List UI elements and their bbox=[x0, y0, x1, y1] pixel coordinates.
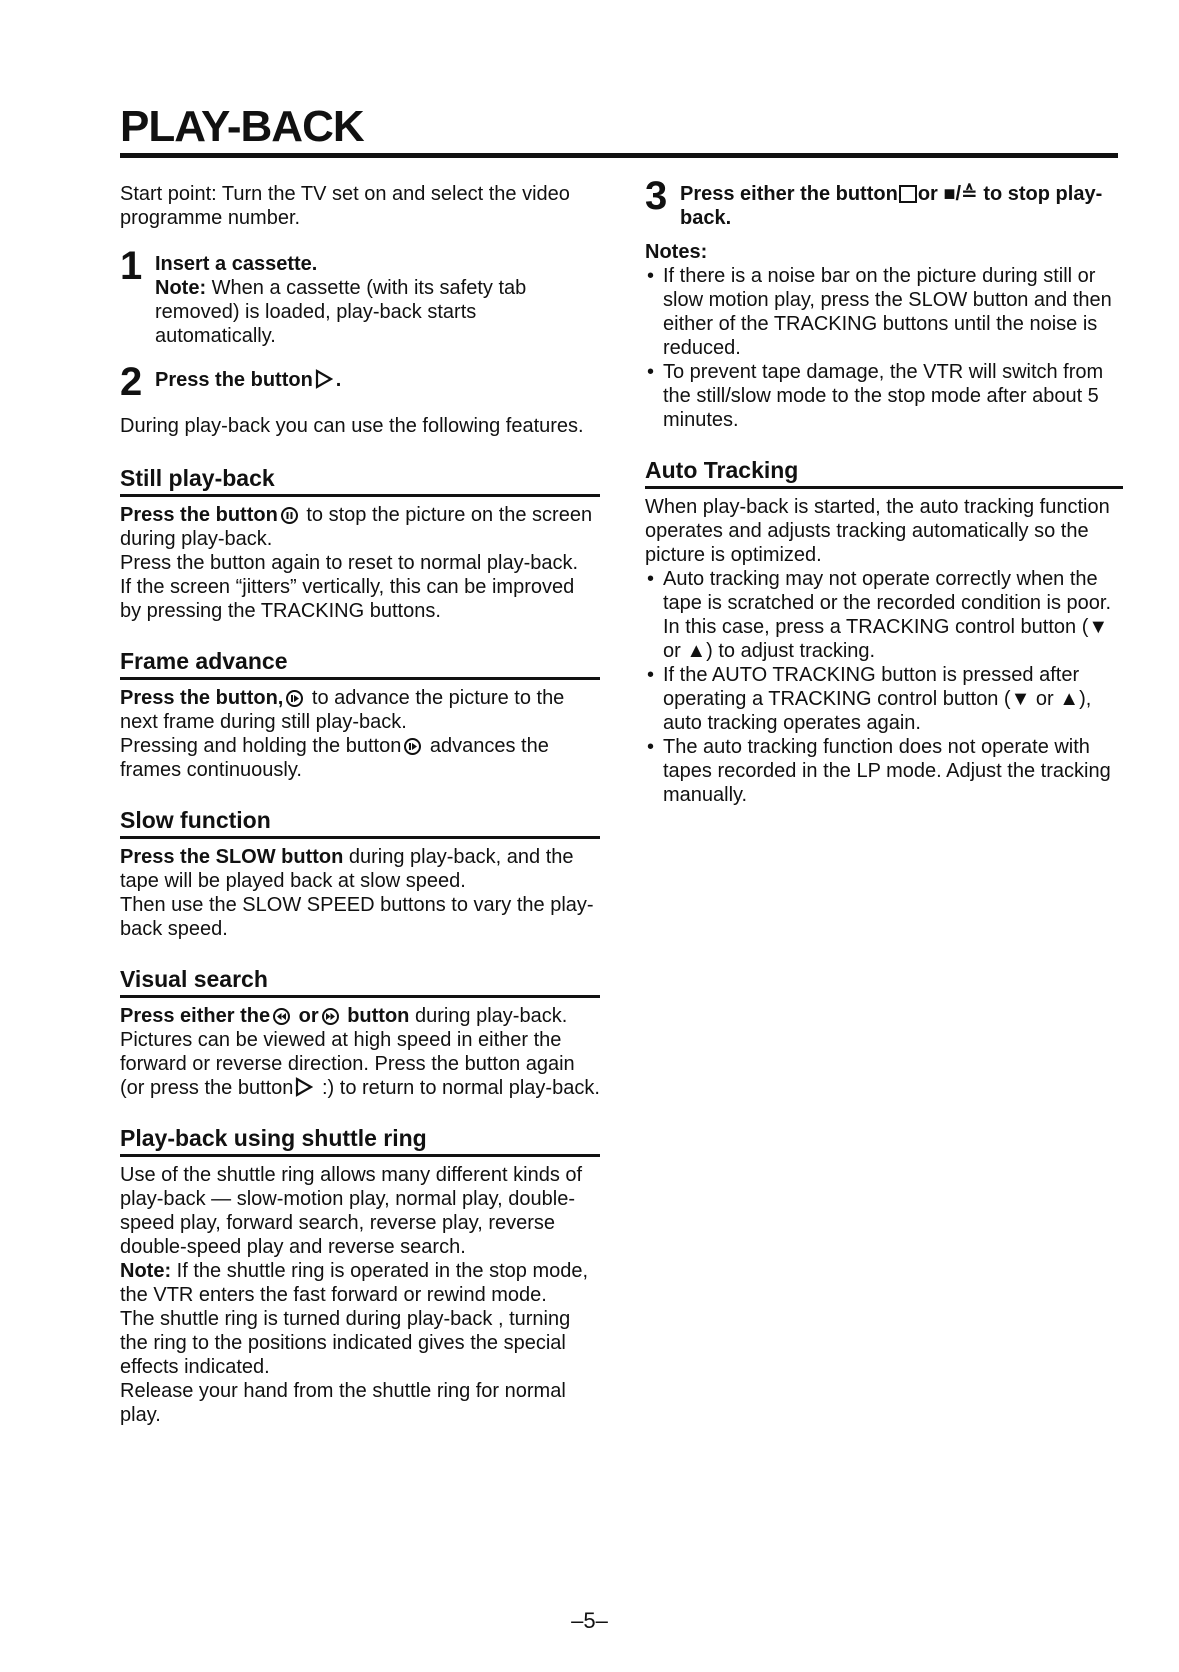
shuttle-ring-note-label: Note: bbox=[120, 1260, 172, 1282]
page-number: –5– bbox=[571, 1608, 608, 1633]
stop-eject-symbol: ■/≙ bbox=[943, 183, 978, 205]
step-2-number: 2 bbox=[120, 360, 143, 404]
stop-square-icon bbox=[899, 185, 917, 203]
step-1-note bbox=[155, 276, 600, 348]
frame-advance-line2-post: advances the frames continuously. bbox=[120, 735, 549, 781]
rewind-icon bbox=[273, 1008, 290, 1025]
step-1 bbox=[120, 244, 600, 348]
auto-tracking-item: • If the AUTO TRACKING button is pressed after operating a TRACKING control button (▼ or ▲), auto tracking operates again. bbox=[645, 663, 1123, 735]
frame-advance-section bbox=[120, 647, 600, 782]
shuttle-ring-p3: The shuttle ring is turned during play-back , turning the ring to the positions indicated gives the special effects indicated. bbox=[120, 1308, 571, 1378]
step-2-title-end: . bbox=[335, 369, 342, 391]
fast-forward-icon bbox=[322, 1008, 339, 1025]
step-3-title-post: to stop play-back. bbox=[680, 183, 1103, 229]
slow-function-heading: Slow function bbox=[120, 806, 600, 839]
shuttle-ring-p4: Release your hand from the shuttle ring for normal play. bbox=[120, 1380, 566, 1426]
play-icon bbox=[315, 369, 333, 389]
auto-tracking-section bbox=[645, 456, 1123, 807]
still-playback-section bbox=[120, 464, 600, 623]
step-3-number: 3 bbox=[645, 174, 668, 218]
shuttle-ring-section bbox=[120, 1124, 600, 1427]
auto-tracking-item: • The auto tracking function does not operate with tapes recorded in the LP mode. Adjust the tracking manually. bbox=[645, 735, 1123, 807]
frame-advance-icon bbox=[286, 690, 303, 707]
step-1-title: Insert a cassette. bbox=[155, 253, 318, 275]
still-playback-bold: Press the button bbox=[120, 504, 278, 526]
shuttle-ring-note bbox=[120, 1259, 600, 1307]
notes-list bbox=[645, 264, 1123, 432]
frame-advance-rest: to advance the picture to the next frame during still play-back. bbox=[120, 687, 565, 733]
features-intro: During play-back you can use the following features. bbox=[120, 415, 584, 437]
step-2-title-text: Press the button bbox=[155, 369, 313, 391]
note-item: • To prevent tape damage, the VTR will switch from the still/slow mode to the stop mode after about 5 minutes. bbox=[645, 360, 1123, 432]
step-3-title-pre: Press either the button bbox=[680, 183, 898, 205]
step-1-note-text: When a cassette (with its safety tab removed) is loaded, play-back starts automatically. bbox=[155, 277, 527, 347]
intro-text: Start point: Turn the TV set on and select the video programme number. bbox=[120, 183, 570, 229]
frame-advance-text bbox=[120, 686, 600, 734]
page-title: PLAY-BACK bbox=[120, 102, 364, 151]
still-playback-line2: Press the button again to reset to normal play-back. bbox=[120, 552, 579, 574]
shuttle-ring-heading: Play-back using shuttle ring bbox=[120, 1124, 600, 1157]
right-column bbox=[645, 174, 1123, 807]
visual-search-line2 bbox=[120, 1028, 600, 1100]
slow-function-rest: during play-back, and the tape will be played back at slow speed. bbox=[120, 846, 574, 892]
still-button-icon bbox=[281, 507, 298, 524]
title-rule bbox=[120, 153, 1118, 158]
notes-label: Notes: bbox=[645, 241, 708, 263]
still-playback-rest: to stop the picture on the screen during play-back. bbox=[120, 504, 593, 550]
step-1-number: 1 bbox=[120, 244, 143, 288]
step-2 bbox=[120, 360, 600, 404]
visual-search-line2-pre: Pictures can be viewed at high speed in either the forward or reverse direction. Press the button again (or press the button bbox=[120, 1029, 575, 1099]
slow-function-section bbox=[120, 806, 600, 941]
frame-advance-bold: Press the button, bbox=[120, 687, 284, 709]
auto-tracking-intro: When play-back is started, the auto tracking function operates and adjusts tracking automatically so the picture is optimized. bbox=[645, 496, 1110, 566]
auto-tracking-item: • Auto tracking may not operate correctly when the tape is scratched or the recorded condition is poor. In this case, press a TRACKING control button (▼ or ▲) to adjust tracking. bbox=[645, 567, 1123, 663]
visual-search-text bbox=[120, 1004, 600, 1028]
frame-advance-line2-pre: Pressing and holding the button bbox=[120, 735, 402, 757]
visual-search-rest: during play-back. bbox=[409, 1005, 568, 1027]
left-column bbox=[120, 182, 600, 1427]
step-3 bbox=[645, 174, 1123, 230]
visual-search-bold-mid: or bbox=[293, 1005, 319, 1027]
step-2-title bbox=[155, 368, 600, 392]
auto-tracking-list bbox=[645, 567, 1123, 807]
slow-function-line2: Then use the SLOW SPEED buttons to vary the play-back speed. bbox=[120, 894, 594, 940]
still-playback-heading: Still play-back bbox=[120, 464, 600, 497]
shuttle-ring-note-text: If the shuttle ring is operated in the stop mode, the VTR enters the fast forward or rewind mode. bbox=[120, 1260, 589, 1306]
shuttle-ring-p1: Use of the shuttle ring allows many different kinds of play-back — slow-motion play, normal play, double-speed play, forward search, reverse play, reverse double-speed play and reverse search. bbox=[120, 1164, 583, 1258]
auto-tracking-heading: Auto Tracking bbox=[645, 456, 1123, 489]
frame-advance-line2 bbox=[120, 734, 600, 782]
visual-search-heading: Visual search bbox=[120, 965, 600, 998]
visual-search-line2-post: :) to return to normal play-back. bbox=[316, 1077, 600, 1099]
visual-search-bold-pre: Press either the bbox=[120, 1005, 271, 1027]
frame-advance-heading: Frame advance bbox=[120, 647, 600, 680]
play-icon-small bbox=[295, 1077, 313, 1097]
visual-search-section bbox=[120, 965, 600, 1100]
visual-search-bold-post: button bbox=[341, 1005, 410, 1027]
slow-function-text bbox=[120, 845, 600, 893]
still-playback-line3: If the screen “jitters” vertically, this can be improved by pressing the TRACKING buttons. bbox=[120, 576, 575, 622]
step-3-title bbox=[680, 182, 1123, 230]
step-1-note-label: Note: bbox=[155, 277, 207, 299]
still-playback-text bbox=[120, 503, 600, 551]
note-item: • If there is a noise bar on the picture during still or slow motion play, press the SLOW button and then either of the TRACKING buttons until the noise is reduced. bbox=[645, 264, 1123, 360]
frame-advance-icon-2 bbox=[404, 738, 421, 755]
slow-function-bold: Press the SLOW button bbox=[120, 846, 344, 868]
step-3-title-mid: or bbox=[917, 183, 944, 205]
